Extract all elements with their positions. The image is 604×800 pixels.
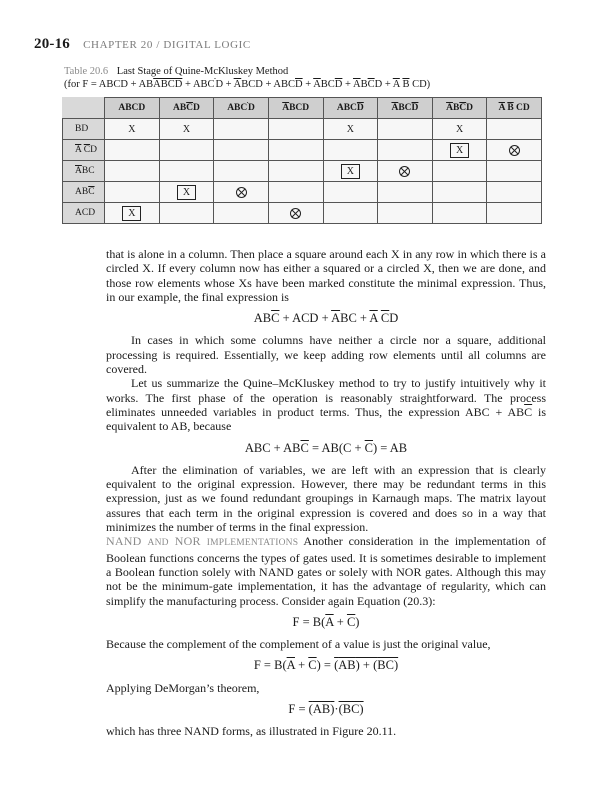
row-header: ACD: [63, 203, 105, 224]
empty-cell: [378, 119, 433, 140]
x-mark: X: [159, 119, 214, 140]
empty-cell: [378, 140, 433, 161]
empty-cell: [159, 140, 214, 161]
empty-cell: [268, 161, 323, 182]
empty-cell: [432, 161, 487, 182]
empty-cell: [432, 203, 487, 224]
circled-x-mark: [268, 203, 323, 224]
section-heading: NAND AND NOR IMPLEMENTATIONS: [106, 534, 299, 549]
x-mark: X: [432, 119, 487, 140]
table-row: [63, 140, 542, 161]
table-row: [63, 119, 542, 140]
formula-term: $ABC\overline{D}$: [273, 79, 303, 90]
column-header: $AB\overline{C}D$: [159, 98, 214, 119]
page-header: [34, 36, 251, 53]
empty-cell: [214, 140, 269, 161]
empty-cell: [159, 161, 214, 182]
empty-cell: [268, 119, 323, 140]
empty-cell: [159, 203, 214, 224]
equation-demorgan: F = (AB)·(BC): [288, 702, 364, 717]
equation-20-3: $F = B(\overline{A} + \overline{C})$: [292, 614, 360, 629]
equation-simplification: ABC + $AB\overline{C} = AB(C + \overline{C})$ = AB: [244, 440, 408, 455]
equation-final-expression: $AB\overline{C}$ + ACD + $\overline{A}BC + \overline{A}$ $\overline{C}D$: [253, 311, 399, 326]
table-caption: [64, 65, 430, 91]
column-header: ABC D: [214, 98, 269, 119]
circled-x-mark: [487, 140, 542, 161]
empty-cell: [487, 182, 542, 203]
formula-term: $\overline{A}$ $\overline{B}$ CD: [392, 79, 427, 90]
row-header: $\overline{A}BC$: [63, 161, 105, 182]
circled-x-mark: [214, 182, 269, 203]
squared-x-mark: X: [323, 161, 378, 182]
squared-x-mark: X: [432, 140, 487, 161]
formula-term: ABCD: [98, 79, 128, 90]
chapter-title: CHAPTER 20 / DIGITAL LOGIC: [83, 39, 251, 51]
paragraph: After the elimination of variables, we are left with an expression that is clearly equivalent to the original expression. However, there may be redundant terms in this expression, just as we found redundant groupings in Karnaugh maps. The matrix layout assures that each term in the original expression is covered and does so in a way that minimizes the number of terms in the final expression.: [106, 462, 546, 535]
paragraph: which has three NAND forms, as illustrated in Figure 20.11.: [106, 724, 397, 739]
empty-cell: [323, 182, 378, 203]
empty-cell: [487, 161, 542, 182]
empty-cell: [105, 140, 160, 161]
column-header: $\overline{A}$ $\overline{B}$ CD: [487, 98, 542, 119]
body-text: [106, 247, 546, 739]
column-header: $\overline{A}BC\overline{D}$: [378, 98, 433, 119]
column-header: ABCD: [105, 98, 160, 119]
empty-cell: [105, 182, 160, 203]
squared-x-mark: X: [105, 203, 160, 224]
empty-cell: [323, 140, 378, 161]
squared-x-mark: X: [159, 182, 214, 203]
table-row: [63, 203, 542, 224]
row-header: $AB\overline{C}$: [63, 182, 105, 203]
column-header: $\overline{A}B\overline{C}D$: [432, 98, 487, 119]
x-mark: X: [105, 119, 160, 140]
empty-cell: [487, 119, 542, 140]
empty-cell: [487, 203, 542, 224]
table-number: Table 20.6: [64, 66, 109, 77]
table-header-row: [63, 98, 542, 119]
empty-cell: [214, 203, 269, 224]
formula-term: ABC D: [192, 79, 224, 90]
table-corner: [63, 98, 105, 119]
table-formula: (for F = ABCD + ABABCD + ABC $D + \overline{A}BCD + ABC\overline{D} + \overline{A}BC\overline{D} + \overline{A}B\overline{C}D + \overline{A}$ $\overline{B}$ CD): [64, 79, 431, 90]
quine-mckluskey-table: [62, 97, 542, 223]
circled-x-mark: [378, 161, 433, 182]
empty-cell: [105, 161, 160, 182]
paragraph: that is alone in a column. Then place a square around each X in any row in which there is a circled X. If every column now has either a squared or a circled X, then we are done, and those row elements whose Xs have been marked constitute the minimal expression. Thus, in our example, the final expression is: [106, 247, 546, 304]
formula-term: ABABCD: [138, 79, 183, 90]
empty-cell: [432, 182, 487, 203]
column-header: $ABC\overline{D}$: [323, 98, 378, 119]
empty-cell: [214, 119, 269, 140]
column-header: $\overline{A}BCD$: [268, 98, 323, 119]
row-header: BD: [63, 119, 105, 140]
paragraph: In cases in which some columns have neither a circle nor a square, additional processing is required. Essentially, we keep adding row elements until all columns are covered.: [106, 333, 546, 377]
empty-cell: [268, 182, 323, 203]
page-number: 20-16: [34, 36, 70, 52]
empty-cell: [378, 182, 433, 203]
paragraph: NAND AND NOR IMPLEMENTATIONS Another consideration in the implementation of Boolean functions concerns the types of gates used. It is sometimes desirable to implement a Boolean function solely with NAND gates or solely with NOR gates. Although this may not be the minimum-gate implementation, it has the advantage of regularity, which can simplify the manufacturing process. Consider again Equation (20.3):: [106, 534, 546, 608]
equation-double-complement: $F = B(\overline{A} + \overline{C}) = (AB) + (BC)$: [253, 658, 399, 673]
table-row: [63, 182, 542, 203]
empty-cell: [323, 203, 378, 224]
formula-term: $\overline{A}BCD$: [233, 79, 263, 90]
paragraph: Because the complement of the complement of a value is just the original value,: [106, 637, 491, 652]
empty-cell: [214, 161, 269, 182]
row-header: $\overline{A}$ $\overline{C}D$: [63, 140, 105, 161]
table-title: Last Stage of Quine-McKluskey Method: [116, 66, 289, 77]
formula-term: $\overline{A}BC\overline{D}$: [313, 79, 343, 90]
paragraph: Let us summarize the Quine–McKluskey method to try to justify intuitively why it works. The first phase of the operation is reasonably straightforward. The process eliminates unneeded variables in product terms. Thus, the expression ABC + $AB\overline{C}$ is equivalent to AB, because: [106, 376, 547, 434]
paragraph: Applying DeMorgan’s theorem,: [106, 680, 260, 695]
table-row: [63, 161, 542, 182]
empty-cell: [268, 140, 323, 161]
formula-term: $\overline{A}B\overline{C}D$: [352, 79, 383, 90]
x-mark: X: [323, 119, 378, 140]
empty-cell: [378, 203, 433, 224]
